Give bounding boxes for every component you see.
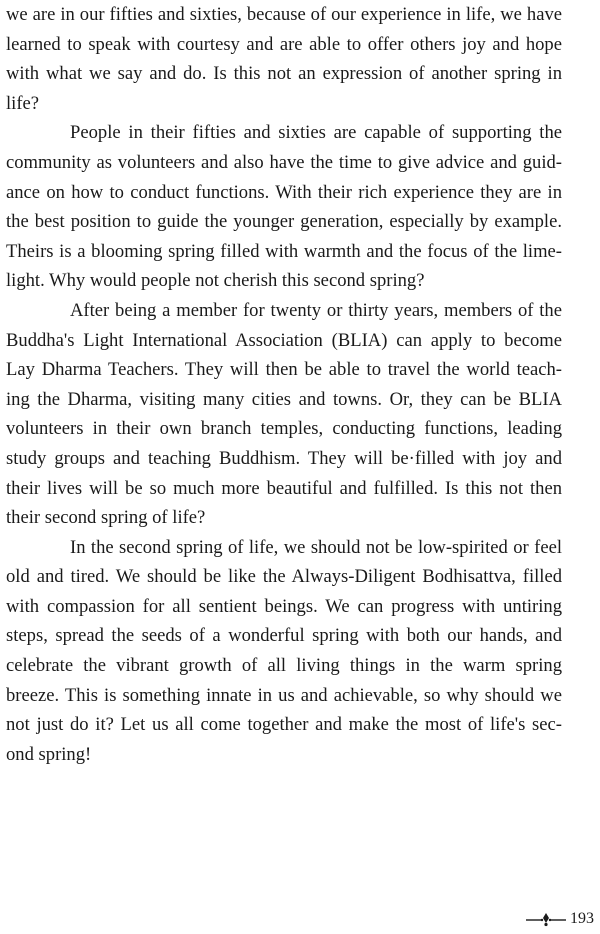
paragraph <box>6 0 562 118</box>
paragraph <box>6 533 562 770</box>
text-line: ing the Dharma, visiting many cities and towns. Or, they can be BLIA <box>6 388 562 410</box>
floral-rule-ornament-icon <box>526 911 566 927</box>
paragraph <box>6 118 562 296</box>
text-line: life? <box>6 92 40 114</box>
text-line: with what we say and do. Is this not an expression of another spring in <box>6 63 562 85</box>
text-line: Buddha's Light International Association (BLIA) can apply to become <box>6 329 562 351</box>
body-text <box>6 0 562 769</box>
text-line: Theirs is a blooming spring filled with warmth and the focus of the lime- <box>6 240 562 262</box>
text-line: People in their fifties and sixties are capable of supporting the <box>70 122 562 144</box>
text-line: their lives will be so much more beautiful and fulfilled. Is this not then <box>6 477 562 499</box>
text-line: we are in our fifties and sixties, because of our experience in life, we have <box>6 4 562 25</box>
text-line: learned to speak with courtesy and are able to offer others joy and hope <box>6 33 562 55</box>
text-line: steps, spread the seeds of a wonderful spring with both our hands, and <box>6 625 562 647</box>
text-line: not just do it? Let us all come together and make the most of life's sec- <box>6 714 562 736</box>
page-number: 193 <box>570 910 594 927</box>
text-line: the best position to guide the younger generation, especially by example. <box>6 211 562 233</box>
text-line: After being a member for twenty or thirty years, members of the <box>70 299 562 321</box>
text-line: volunteers in their own branch temples, conducting functions, leading <box>6 418 562 440</box>
paragraph <box>6 296 562 533</box>
text-line: with compassion for all sentient beings. We can progress with untiring <box>6 595 562 617</box>
text-line: their second spring of life? <box>6 507 206 529</box>
text-line: In the second spring of life, we should not be low-spirited or feel <box>70 536 562 558</box>
text-line: ond spring! <box>6 743 92 765</box>
text-line: Lay Dharma Teachers. They will then be able to travel the world teach- <box>6 359 562 381</box>
text-line: community as volunteers and also have the time to give advice and guid- <box>6 151 562 173</box>
page-footer <box>526 910 594 928</box>
text-line: old and tired. We should be like the Always-Diligent Bodhisattva, filled <box>6 566 562 588</box>
text-line: celebrate the vibrant growth of all living things in the warm spring <box>6 655 562 677</box>
text-line: study groups and teaching Buddhism. They will be·filled with joy and <box>6 447 562 469</box>
text-line: light. Why would people not cherish this second spring? <box>6 270 425 292</box>
text-line: breeze. This is something innate in us and achievable, so why should we <box>6 684 562 706</box>
text-line: ance on how to conduct functions. With their rich experience they are in <box>6 181 562 203</box>
